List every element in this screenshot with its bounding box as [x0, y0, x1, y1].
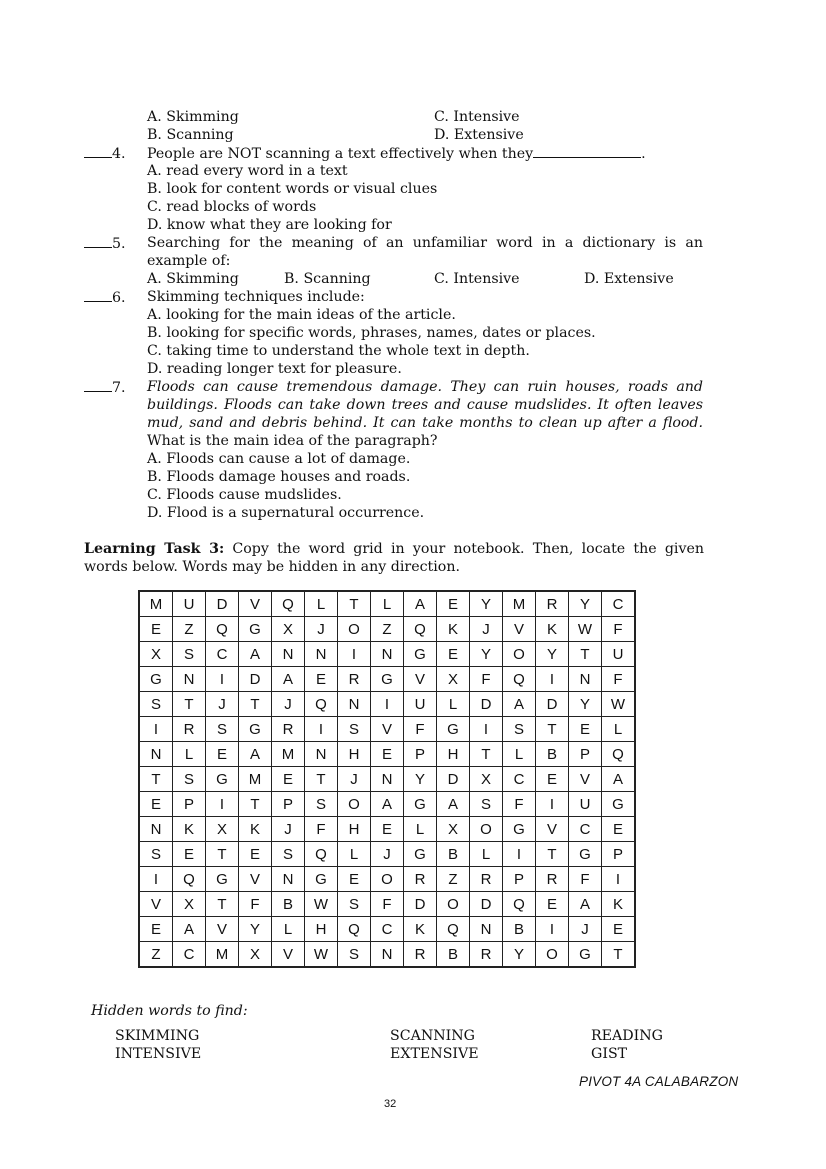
q4-option-a: A. read every word in a text	[147, 163, 348, 179]
grid-cell: U	[569, 792, 602, 817]
grid-cell: T	[239, 792, 272, 817]
grid-cell: J	[470, 617, 503, 642]
grid-cell: A	[503, 692, 536, 717]
grid-cell: P	[173, 792, 206, 817]
grid-cell: V	[239, 591, 272, 617]
grid-cell: N	[139, 742, 173, 767]
grid-cell: N	[569, 667, 602, 692]
grid-cell: G	[206, 867, 239, 892]
grid-cell: K	[536, 617, 569, 642]
grid-cell: R	[272, 717, 305, 742]
grid-cell: C	[602, 591, 636, 617]
grid-cell: N	[272, 642, 305, 667]
grid-cell: C	[206, 642, 239, 667]
grid-cell: O	[437, 892, 470, 917]
grid-cell: I	[139, 717, 173, 742]
word-search-grid	[138, 590, 636, 968]
q7-option-b: B. Floods damage houses and roads.	[147, 469, 411, 485]
grid-cell: G	[371, 667, 404, 692]
grid-cell: S	[338, 942, 371, 968]
grid-cell: V	[371, 717, 404, 742]
grid-cell: T	[569, 642, 602, 667]
grid-cell: Q	[338, 917, 371, 942]
grid-cell: N	[139, 817, 173, 842]
grid-cell: I	[470, 717, 503, 742]
grid-cell: G	[602, 792, 636, 817]
grid-cell: V	[503, 617, 536, 642]
grid-cell: D	[536, 692, 569, 717]
grid-row	[139, 742, 635, 767]
q4-option-c: C. read blocks of words	[147, 199, 317, 215]
task3-label: Learning Task 3:	[84, 541, 225, 557]
grid-row	[139, 842, 635, 867]
hidden-word: SCANNING	[390, 1028, 476, 1044]
grid-cell: X	[173, 892, 206, 917]
q5-stem-cont: example of:	[147, 253, 231, 269]
grid-cell: Q	[404, 617, 437, 642]
grid-cell: M	[206, 942, 239, 968]
grid-cell: G	[139, 667, 173, 692]
grid-cell: F	[404, 717, 437, 742]
grid-cell: H	[305, 917, 338, 942]
grid-cell: R	[470, 867, 503, 892]
fill-blank	[533, 144, 641, 158]
grid-cell: T	[239, 692, 272, 717]
grid-cell: L	[272, 917, 305, 942]
grid-cell: A	[173, 917, 206, 942]
grid-row	[139, 717, 635, 742]
grid-cell: J	[206, 692, 239, 717]
grid-cell: R	[536, 867, 569, 892]
grid-cell: V	[139, 892, 173, 917]
q7-passage-line1: Floods can cause tremendous damage. They can ruin houses, roads and	[147, 379, 703, 395]
grid-cell: I	[305, 717, 338, 742]
grid-cell: I	[536, 917, 569, 942]
q5-option-b: B. Scanning	[284, 271, 371, 287]
q7-option-c: C. Floods cause mudslides.	[147, 487, 342, 503]
grid-cell: U	[602, 642, 636, 667]
footer-brand: PIVOT 4A CALABARZON	[579, 1074, 739, 1089]
grid-cell: S	[173, 767, 206, 792]
q5-number: 5.	[84, 234, 126, 253]
grid-cell: S	[503, 717, 536, 742]
grid-cell: T	[173, 692, 206, 717]
grid-cell: D	[437, 767, 470, 792]
grid-cell: X	[239, 942, 272, 968]
q6-number: 6.	[84, 288, 126, 307]
grid-cell: R	[404, 867, 437, 892]
grid-cell: E	[536, 767, 569, 792]
grid-cell: J	[371, 842, 404, 867]
grid-cell: V	[536, 817, 569, 842]
q6-option-d: D. reading longer text for pleasure.	[147, 361, 402, 377]
grid-cell: X	[206, 817, 239, 842]
grid-cell: E	[602, 817, 636, 842]
grid-cell: T	[206, 842, 239, 867]
grid-cell: A	[239, 742, 272, 767]
grid-cell: I	[503, 842, 536, 867]
grid-cell: Q	[503, 667, 536, 692]
grid-cell: X	[139, 642, 173, 667]
grid-cell: J	[338, 767, 371, 792]
grid-cell: L	[470, 842, 503, 867]
q6-option-b: B. looking for specific words, phrases, names, dates or places.	[147, 325, 596, 341]
grid-cell: T	[470, 742, 503, 767]
grid-cell: F	[569, 867, 602, 892]
grid-cell: I	[139, 867, 173, 892]
q3-option-d: D. Extensive	[434, 127, 524, 143]
grid-cell: D	[404, 892, 437, 917]
grid-cell: O	[371, 867, 404, 892]
grid-cell: L	[503, 742, 536, 767]
grid-cell: K	[437, 617, 470, 642]
grid-cell: D	[470, 892, 503, 917]
grid-row	[139, 667, 635, 692]
grid-cell: T	[602, 942, 636, 968]
grid-cell: Q	[305, 692, 338, 717]
grid-cell: K	[173, 817, 206, 842]
grid-cell: E	[569, 717, 602, 742]
grid-cell: C	[371, 917, 404, 942]
grid-cell: C	[173, 942, 206, 968]
grid-row	[139, 942, 635, 968]
grid-cell: Z	[173, 617, 206, 642]
grid-cell: G	[305, 867, 338, 892]
grid-cell: D	[206, 591, 239, 617]
grid-cell: I	[536, 667, 569, 692]
grid-cell: X	[437, 667, 470, 692]
grid-cell: E	[305, 667, 338, 692]
grid-cell: M	[503, 591, 536, 617]
q6-option-c: C. taking time to understand the whole text in depth.	[147, 343, 530, 359]
grid-cell: O	[503, 642, 536, 667]
grid-cell: L	[305, 591, 338, 617]
grid-cell: V	[272, 942, 305, 968]
grid-cell: L	[173, 742, 206, 767]
grid-cell: E	[206, 742, 239, 767]
grid-cell: D	[239, 667, 272, 692]
grid-cell: S	[338, 717, 371, 742]
grid-cell: V	[239, 867, 272, 892]
grid-cell: E	[437, 642, 470, 667]
q4-option-b: B. look for content words or visual clues	[147, 181, 438, 197]
grid-cell: M	[272, 742, 305, 767]
grid-cell: H	[338, 742, 371, 767]
grid-cell: E	[239, 842, 272, 867]
grid-cell: Y	[569, 692, 602, 717]
task3-instructions-cont: words below. Words may be hidden in any direction.	[84, 559, 460, 575]
grid-cell: Y	[470, 642, 503, 667]
grid-cell: R	[536, 591, 569, 617]
grid-cell: H	[437, 742, 470, 767]
grid-cell: E	[536, 892, 569, 917]
grid-cell: I	[371, 692, 404, 717]
grid-row	[139, 867, 635, 892]
grid-cell: E	[272, 767, 305, 792]
grid-cell: G	[503, 817, 536, 842]
grid-cell: Q	[272, 591, 305, 617]
q6-stem: Skimming techniques include:	[147, 289, 365, 305]
grid-cell: Y	[470, 591, 503, 617]
q5-stem: Searching for the meaning of an unfamiliar word in a dictionary is an	[147, 235, 703, 251]
grid-row	[139, 792, 635, 817]
grid-cell: K	[602, 892, 636, 917]
grid-cell: R	[470, 942, 503, 968]
q7-question: What is the main idea of the paragraph?	[147, 433, 438, 449]
hidden-word: INTENSIVE	[115, 1046, 202, 1062]
q4-option-d: D. know what they are looking for	[147, 217, 392, 233]
grid-cell: E	[371, 817, 404, 842]
q4-stem: People are NOT scanning a text effectively when they .	[147, 146, 646, 162]
q3-option-b: B. Scanning	[147, 127, 234, 143]
grid-cell: D	[470, 692, 503, 717]
grid-cell: B	[503, 917, 536, 942]
grid-cell: E	[338, 867, 371, 892]
answer-blank[interactable]	[84, 234, 112, 248]
q7-passage-line2: buildings. Floods can take down trees and cause mudslides. It often leaves	[147, 397, 703, 413]
hidden-words-heading: Hidden words to find:	[91, 1003, 248, 1019]
grid-cell: T	[536, 717, 569, 742]
grid-cell: K	[404, 917, 437, 942]
grid-cell: S	[305, 792, 338, 817]
grid-cell: Y	[536, 642, 569, 667]
grid-cell: W	[569, 617, 602, 642]
grid-cell: I	[536, 792, 569, 817]
q5-option-a: A. Skimming	[147, 271, 239, 287]
grid-cell: F	[602, 667, 636, 692]
grid-row	[139, 692, 635, 717]
grid-cell: Y	[239, 917, 272, 942]
grid-cell: I	[206, 667, 239, 692]
grid-cell: S	[139, 692, 173, 717]
grid-cell: L	[602, 717, 636, 742]
grid-cell: K	[239, 817, 272, 842]
grid-cell: Q	[602, 742, 636, 767]
grid-cell: A	[569, 892, 602, 917]
grid-cell: N	[173, 667, 206, 692]
grid-cell: F	[503, 792, 536, 817]
grid-cell: Z	[139, 942, 173, 968]
grid-cell: V	[206, 917, 239, 942]
grid-cell: J	[272, 692, 305, 717]
hidden-word: GIST	[591, 1046, 628, 1062]
grid-cell: A	[404, 591, 437, 617]
grid-cell: P	[602, 842, 636, 867]
grid-cell: I	[206, 792, 239, 817]
hidden-word: READING	[591, 1028, 664, 1044]
grid-cell: E	[371, 742, 404, 767]
grid-cell: F	[239, 892, 272, 917]
grid-cell: S	[272, 842, 305, 867]
hidden-word: EXTENSIVE	[390, 1046, 479, 1062]
grid-row	[139, 642, 635, 667]
grid-cell: A	[371, 792, 404, 817]
grid-cell: V	[404, 667, 437, 692]
q6-option-a: A. looking for the main ideas of the article.	[147, 307, 456, 323]
grid-cell: X	[470, 767, 503, 792]
grid-cell: G	[404, 842, 437, 867]
grid-cell: S	[338, 892, 371, 917]
grid-cell: R	[338, 667, 371, 692]
grid-cell: A	[239, 642, 272, 667]
q3-option-a: A. Skimming	[147, 109, 239, 125]
grid-cell: L	[404, 817, 437, 842]
grid-cell: C	[569, 817, 602, 842]
grid-cell: V	[569, 767, 602, 792]
grid-cell: L	[371, 591, 404, 617]
grid-cell: G	[404, 642, 437, 667]
grid-cell: B	[437, 842, 470, 867]
grid-cell: A	[602, 767, 636, 792]
grid-cell: E	[139, 792, 173, 817]
grid-cell: G	[404, 792, 437, 817]
grid-cell: O	[536, 942, 569, 968]
hidden-word: SKIMMING	[115, 1028, 200, 1044]
grid-cell: G	[239, 617, 272, 642]
grid-cell: L	[437, 692, 470, 717]
grid-cell: Z	[437, 867, 470, 892]
grid-cell: Q	[173, 867, 206, 892]
grid-cell: G	[569, 942, 602, 968]
grid-row	[139, 892, 635, 917]
grid-cell: R	[173, 717, 206, 742]
grid-cell: M	[139, 591, 173, 617]
grid-row	[139, 767, 635, 792]
grid-cell: Y	[569, 591, 602, 617]
q5-option-c: C. Intensive	[434, 271, 520, 287]
grid-cell: P	[272, 792, 305, 817]
grid-cell: U	[173, 591, 206, 617]
grid-cell: N	[338, 692, 371, 717]
grid-cell: B	[272, 892, 305, 917]
grid-cell: W	[602, 692, 636, 717]
grid-cell: Q	[305, 842, 338, 867]
grid-cell: X	[272, 617, 305, 642]
q7-passage-line3: mud, sand and debris behind. It can take months to clean up after a flood.	[147, 415, 703, 431]
grid-cell: O	[470, 817, 503, 842]
grid-cell: S	[470, 792, 503, 817]
grid-cell: E	[602, 917, 636, 942]
grid-cell: N	[305, 742, 338, 767]
grid-cell: E	[139, 917, 173, 942]
grid-cell: S	[139, 842, 173, 867]
grid-cell: E	[139, 617, 173, 642]
grid-cell: T	[206, 892, 239, 917]
grid-cell: N	[371, 767, 404, 792]
grid-cell: A	[437, 792, 470, 817]
grid-cell: Y	[404, 767, 437, 792]
grid-cell: N	[305, 642, 338, 667]
grid-cell: I	[338, 642, 371, 667]
grid-cell: A	[272, 667, 305, 692]
grid-cell: W	[305, 942, 338, 968]
grid-cell: G	[239, 717, 272, 742]
grid-cell: T	[139, 767, 173, 792]
grid-cell: T	[338, 591, 371, 617]
grid-cell: F	[371, 892, 404, 917]
answer-blank[interactable]	[84, 378, 112, 392]
grid-cell: B	[536, 742, 569, 767]
q4-number: 4.	[84, 144, 126, 163]
grid-cell: Q	[503, 892, 536, 917]
grid-cell: T	[536, 842, 569, 867]
grid-cell: U	[404, 692, 437, 717]
grid-cell: O	[338, 792, 371, 817]
grid-cell: F	[470, 667, 503, 692]
grid-cell: N	[470, 917, 503, 942]
grid-row	[139, 617, 635, 642]
grid-row	[139, 917, 635, 942]
answer-blank[interactable]	[84, 144, 112, 158]
grid-cell: L	[338, 842, 371, 867]
grid-cell: Y	[503, 942, 536, 968]
grid-cell: S	[206, 717, 239, 742]
grid-cell: H	[338, 817, 371, 842]
grid-cell: S	[173, 642, 206, 667]
grid-cell: G	[206, 767, 239, 792]
answer-blank[interactable]	[84, 288, 112, 302]
grid-cell: X	[437, 817, 470, 842]
q7-option-d: D. Flood is a supernatural occurrence.	[147, 505, 425, 521]
grid-cell: N	[371, 642, 404, 667]
grid-cell: F	[602, 617, 636, 642]
grid-cell: J	[272, 817, 305, 842]
page-number: 32	[384, 1098, 397, 1110]
grid-row	[139, 591, 635, 617]
grid-cell: O	[338, 617, 371, 642]
q7-option-a: A. Floods can cause a lot of damage.	[147, 451, 411, 467]
grid-cell: T	[305, 767, 338, 792]
grid-cell: P	[569, 742, 602, 767]
grid-cell: E	[437, 591, 470, 617]
grid-row	[139, 817, 635, 842]
grid-cell: R	[404, 942, 437, 968]
grid-cell: M	[239, 767, 272, 792]
grid-cell: P	[404, 742, 437, 767]
grid-cell: I	[602, 867, 636, 892]
grid-cell: C	[503, 767, 536, 792]
q5-option-d: D. Extensive	[584, 271, 674, 287]
grid-cell: N	[371, 942, 404, 968]
grid-cell: E	[173, 842, 206, 867]
grid-cell: F	[305, 817, 338, 842]
grid-cell: P	[503, 867, 536, 892]
grid-cell: G	[569, 842, 602, 867]
grid-cell: N	[272, 867, 305, 892]
grid-cell: Q	[206, 617, 239, 642]
grid-cell: J	[569, 917, 602, 942]
q3-option-c: C. Intensive	[434, 109, 520, 125]
grid-cell: J	[305, 617, 338, 642]
grid-cell: G	[437, 717, 470, 742]
grid-cell: W	[305, 892, 338, 917]
grid-cell: Z	[371, 617, 404, 642]
q7-number: 7.	[84, 378, 126, 397]
grid-cell: Q	[437, 917, 470, 942]
grid-cell: B	[437, 942, 470, 968]
task3-instructions: Learning Task 3: Copy the word grid in your notebook. Then, locate the given	[84, 541, 705, 557]
